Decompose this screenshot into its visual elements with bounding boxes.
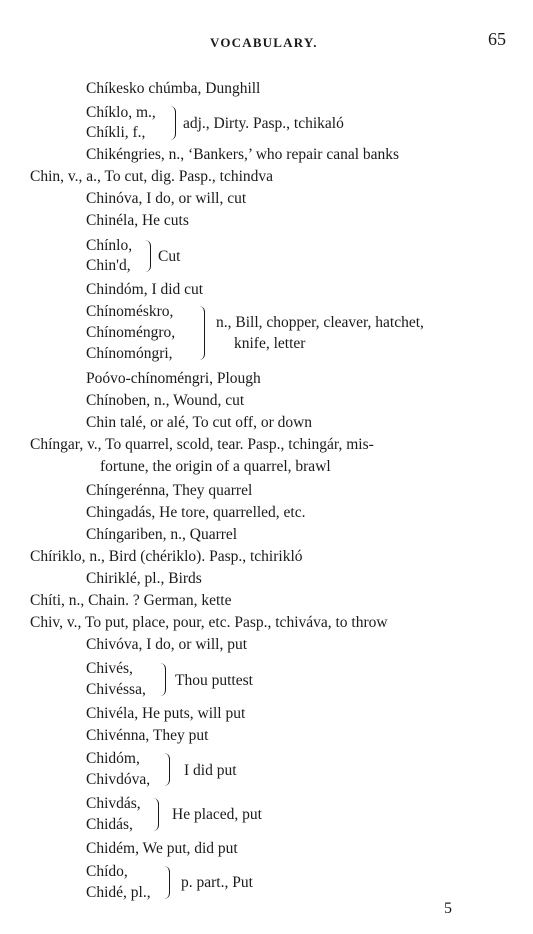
- entry-chiklo-m: Chíklo, m.,: [86, 104, 156, 121]
- entry-chives: Chivés,: [86, 660, 133, 677]
- entry-chindom: Chindóm, I did cut: [86, 281, 204, 298]
- entry-chinomengro: Chínoméngro,: [86, 324, 176, 341]
- entry-chivdova: Chivdóva,: [86, 771, 151, 788]
- page-number: 65: [488, 29, 506, 49]
- entry-chingariben: Chíngariben, n., Quarrel: [86, 526, 238, 543]
- headword-chiv: Chiv, v., To put, place, pour, etc. Pasp., tchiváva, to throw: [30, 614, 388, 631]
- brace: [145, 240, 151, 272]
- entry-chinomeskro: Chínoméskro,: [86, 303, 174, 320]
- definition-i-did-put: I did put: [184, 762, 237, 779]
- brace: [160, 663, 166, 696]
- headword-chin: Chin, v., a., To cut, dig. Pasp., tchindva: [30, 168, 274, 185]
- entry-chingadas: Chingadás, He tore, quarrelled, etc.: [86, 504, 306, 521]
- brace: [164, 866, 170, 899]
- entry-chivenna: Chivénna, They put: [86, 727, 209, 744]
- definition-cut: Cut: [158, 248, 181, 265]
- running-header: VOCABULARY.: [210, 35, 318, 50]
- headword-chiriklo: Chíriklo, n., Bird (chériklo). Pasp., tchirikló: [30, 548, 303, 565]
- entry-chivela: Chivéla, He puts, will put: [86, 705, 246, 722]
- entry-chidem: Chidém, We put, did put: [86, 840, 238, 857]
- entry-chind: Chin'd,: [86, 257, 131, 274]
- brace: [164, 753, 170, 786]
- brace: [170, 106, 176, 140]
- entry-chingerenna: Chíngerénna, They quarrel: [86, 482, 253, 499]
- definition-he-placed: He placed, put: [172, 806, 262, 823]
- definition-bill: n., Bill, chopper, cleaver, hatchet,: [216, 314, 424, 331]
- definition-dirty: adj., Dirty. Pasp., tchikaló: [183, 115, 344, 132]
- definition-knife: knife, letter: [234, 335, 306, 352]
- entry-chinela: Chinéla, He cuts: [86, 212, 189, 229]
- entry-chidom: Chidóm,: [86, 750, 140, 767]
- definition-thou-puttest: Thou puttest: [175, 672, 253, 689]
- definition-p-part-put: p. part., Put: [181, 874, 253, 891]
- entry-chinomongri: Chínomóngri,: [86, 345, 173, 362]
- headword-chingar: Chíngar, v., To quarrel, scold, tear. Pasp., tchingár, mis-: [30, 436, 374, 453]
- entry-chido: Chído,: [86, 863, 128, 880]
- continuation-fortune: fortune, the origin of a quarrel, brawl: [100, 458, 331, 475]
- entry-chinova: Chinóva, I do, or will, cut: [86, 190, 247, 207]
- brace: [153, 798, 159, 831]
- entry-chikengries: Chikéngries, n., ‘Bankers,’ who repair canal banks: [86, 146, 400, 163]
- entry-poovo: Poóvo-chínoméngri, Plough: [86, 370, 261, 387]
- entry-chivessa: Chivéssa,: [86, 681, 146, 698]
- entry-chikesko: Chíkesko chúmba, Dunghill: [86, 80, 261, 97]
- entry-chivova: Chivóva, I do, or will, put: [86, 636, 248, 653]
- entry-chikli-f: Chíkli, f.,: [86, 124, 146, 141]
- brace: [199, 306, 205, 360]
- entry-chivdas: Chivdás,: [86, 795, 141, 812]
- headword-chiti: Chíti, n., Chain. ? German, kette: [30, 592, 232, 609]
- entry-chidas: Chidás,: [86, 816, 133, 833]
- entry-chinoben: Chínoben, n., Wound, cut: [86, 392, 245, 409]
- entry-chinlo: Chínlo,: [86, 237, 133, 254]
- entry-chirikle: Chiriklé, pl., Birds: [86, 570, 202, 587]
- signature-mark: 5: [444, 900, 452, 917]
- entry-chide-pl: Chidé, pl.,: [86, 884, 151, 901]
- entry-chin-tale: Chin talé, or alé, To cut off, or down: [86, 414, 313, 431]
